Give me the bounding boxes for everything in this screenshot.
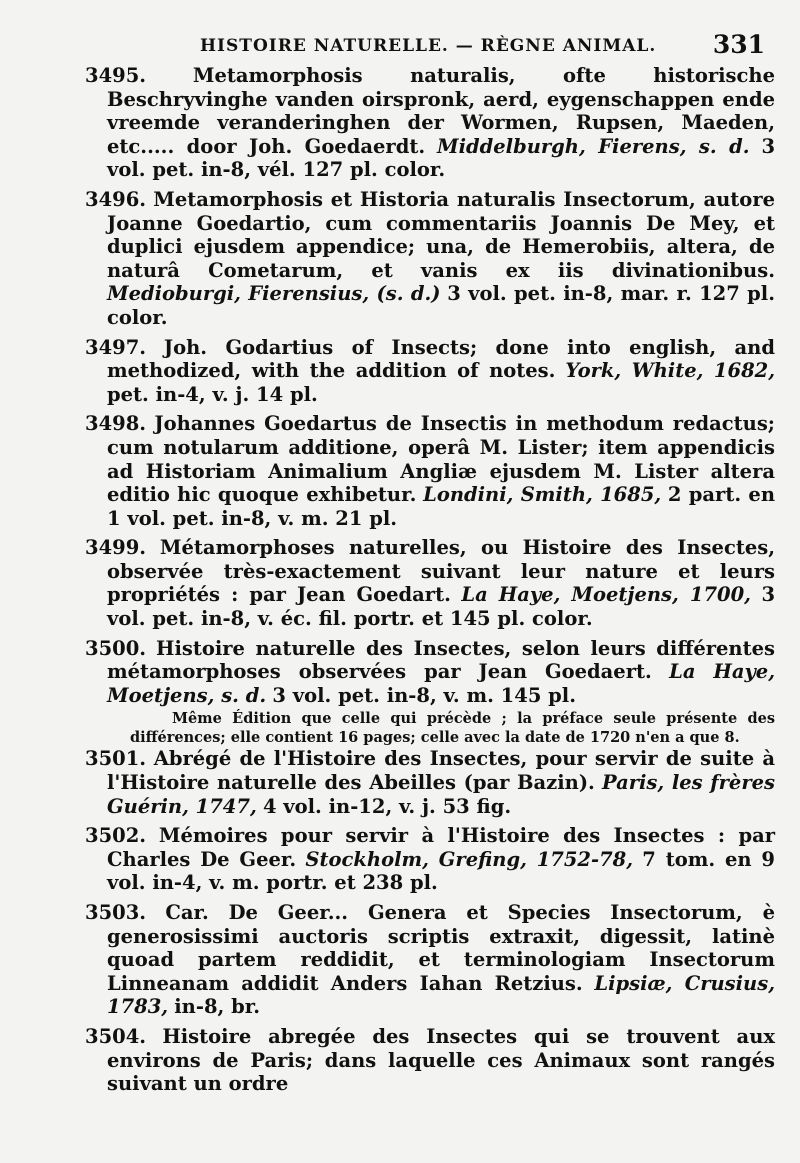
entry-format: 3 vol. pet. in-8, mar. r. 127 pl. color.	[107, 282, 775, 329]
entry-title: Métamorphoses naturelles, ou Histoire des Insectes, observée très-exactement suivant leur nature et leurs propriétés : par Jean Goedart.	[107, 536, 775, 607]
catalogue-entry-3495	[85, 64, 775, 182]
entry-title: Car. De Geer... Genera et Species Insectorum, è generosissimi auctoris scriptis extraxit, digessit, latinè quoad partem reddidit, et terminologiam Insectorum Linneanam addidit Anders Iahan Retzius.	[107, 901, 775, 995]
entry-note: Même Édition que celle qui précède ; la préface seule présente des différences; elle contient 16 pages; celle avec la date de 1720 n'en a que 8.	[130, 710, 775, 747]
entry-format: in-8, br.	[174, 995, 260, 1019]
catalogue-entry-3499	[85, 536, 775, 630]
catalogue-entries	[85, 64, 775, 1096]
entry-imprint: Paris, les frères Guérin, 1747,	[107, 771, 775, 818]
catalogue-entry-3498	[85, 412, 775, 530]
catalogue-entry-3503	[85, 901, 775, 1019]
catalogue-entry-3504	[85, 1025, 775, 1096]
entry-number: 3502.	[85, 824, 147, 848]
entry-imprint: La Haye, Moetjens, s. d.	[107, 660, 775, 707]
entry-title: Metamorphosis et Historia naturalis Insectorum, autore Joanne Goedartio, cum commentariis Joannis De Mey, et duplici ejusdem appendice; una, de Hemerobiis, altera, de naturâ Cometarum, et vanis ex iis divinationibus.	[107, 187, 775, 282]
catalogue-entry-3500	[85, 637, 775, 708]
entry-format: 7 tom. en 9 vol. in-4, v. m. portr. et 238 pl.	[107, 847, 775, 895]
entry-imprint: Stockholm, Grefing, 1752-78,	[305, 847, 634, 871]
entry-imprint: La Haye, Moetjens, 1700,	[461, 583, 751, 607]
entry-number: 3504.	[85, 1024, 147, 1048]
entry-number: 3503.	[85, 901, 147, 924]
entry-title: Histoire abregée des Insectes qui se trouvent aux environs de Paris; dans laquelle ces Animaux sont rangés suivant un ordre	[107, 1024, 775, 1096]
entry-number: 3497.	[85, 335, 147, 359]
entry-title: Metamorphosis naturalis, ofte historische Beschryvinghe vanden oirspronk, aerd, eygenschappen ende vreemde veranderinghen der Wormen, Rupsen, Maeden, etc..... door Joh. Goedaerdt.	[107, 64, 775, 158]
entry-imprint: Londini, Smith, 1685,	[423, 483, 662, 507]
entry-title: Mémoires pour servir à l'Histoire des Insectes : par Charles De Geer.	[107, 824, 776, 871]
entry-format: 3 vol. pet. in-8, v. m. 145 pl.	[272, 683, 577, 707]
entry-number: 3500.	[85, 636, 147, 660]
entry-imprint: Middelburgh, Fierens, s. d.	[437, 134, 750, 158]
entry-number: 3495.	[85, 64, 147, 87]
entry-number: 3498.	[85, 412, 147, 436]
page-header	[0, 30, 800, 64]
entry-format: 3 vol. pet. in-8, vél. 127 pl. color.	[107, 134, 776, 182]
running-title: HISTOIRE NATURELLE. — RÈGNE ANIMAL.	[200, 36, 657, 56]
entry-format: 3 vol. pet. in-8, v. éc. fil. portr. et 145 pl. color.	[107, 583, 776, 631]
catalogue-entry-3501	[85, 747, 775, 818]
entry-number: 3499.	[85, 536, 147, 560]
entry-format: 2 part. en 1 vol. pet. in-8, v. m. 21 pl.	[107, 483, 775, 530]
entry-imprint: York, White, 1682,	[565, 359, 775, 383]
catalogue-entry-3497	[85, 336, 775, 407]
entry-imprint: Lipsiæ, Crusius, 1783,	[107, 971, 776, 1019]
entry-title: Histoire naturelle des Insectes, selon leurs différentes métamorphoses observées par Jean Goedaert.	[107, 636, 775, 684]
catalogue-entry-3502	[85, 824, 775, 895]
entry-title: Johannes Goedartus de Insectis in methodum redactus; cum notularum additione, operâ M. Lister; item appendicis ad Historiam Animalium Angliæ ejusdem M. Lister altera editio hic quoque exhibetur.	[107, 412, 775, 507]
entry-format: 4 vol. in-12, v. j. 53 fig.	[262, 794, 512, 818]
page-number: 331	[712, 30, 765, 59]
entry-number: 3501.	[85, 747, 147, 771]
catalogue-entry-3496	[85, 188, 775, 330]
entry-title: Abrégé de l'Histoire des Insectes, pour servir de suite à l'Histoire naturelle des Abeilles (par Bazin).	[107, 747, 776, 795]
entry-title: Joh. Godartius of Insects; done into english, and methodized, with the addition of notes.	[107, 335, 775, 383]
entry-imprint: Medioburgi, Fierensius, (s. d.)	[107, 282, 441, 306]
entry-format: pet. in-4, v. j. 14 pl.	[107, 382, 318, 406]
entry-number: 3496.	[85, 187, 147, 211]
